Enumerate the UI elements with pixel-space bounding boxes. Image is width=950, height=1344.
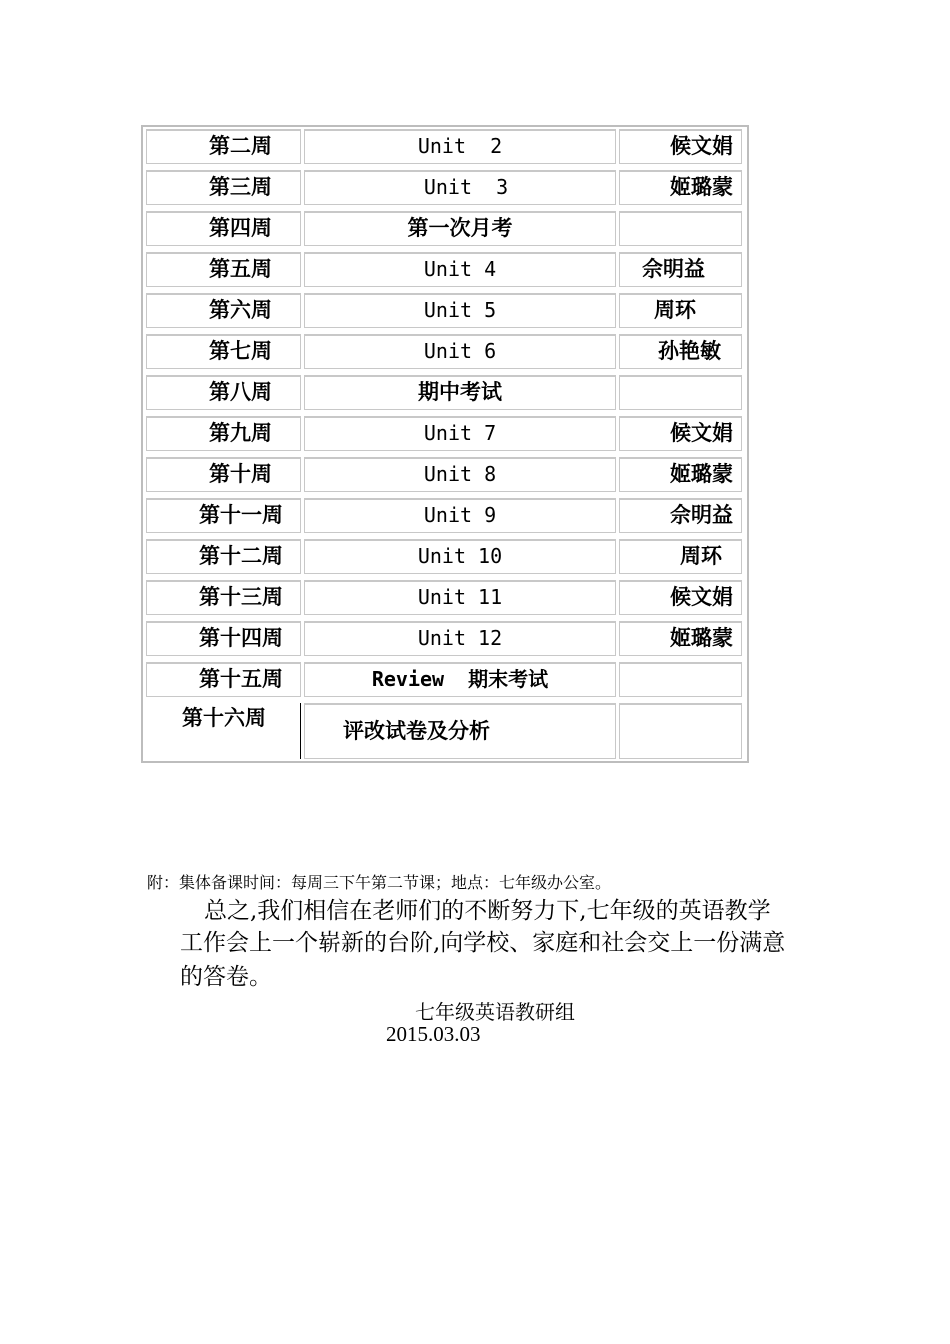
teacher-cell: 佘明益	[670, 502, 733, 527]
signature-date: 2015.03.03	[386, 1022, 481, 1046]
content-cell: Unit 9	[304, 498, 616, 533]
table-row	[143, 170, 747, 207]
week-cell: 第十周	[209, 461, 272, 486]
week-cell: 第四周	[209, 215, 272, 240]
table-row	[143, 293, 747, 330]
paragraph-line: 工作会上一个崭新的台阶,向学校、家庭和社会交上一份满意	[180, 930, 786, 956]
content-cell: Unit 11	[304, 580, 616, 615]
table-row	[143, 334, 747, 371]
content-cell: 期中考试	[304, 375, 616, 410]
table-row	[143, 703, 747, 761]
table-row	[143, 498, 747, 535]
week-cell: 第十五周	[199, 666, 283, 691]
content-cell: Unit 5	[304, 293, 616, 328]
table-row	[143, 621, 747, 658]
paragraph-line: 总之,我们相信在老师们的不断努力下,七年级的英语教学	[204, 898, 771, 924]
table-row	[143, 211, 747, 248]
content-cell: Unit 12	[304, 621, 616, 656]
week-cell: 第六周	[209, 297, 272, 322]
week-cell: 第十六周	[182, 705, 266, 730]
signature-group: 七年级英语教研组	[415, 1000, 575, 1024]
content-cell: 第一次月考	[304, 211, 616, 246]
table-row	[143, 129, 747, 166]
teacher-cell: 周环	[680, 543, 722, 568]
schedule-table	[141, 125, 749, 763]
teacher-cell: 姬璐蒙	[670, 174, 733, 199]
closing-paragraph	[180, 895, 810, 993]
teacher-cell: 周环	[654, 297, 696, 322]
content-cell: Review 期末考试	[304, 662, 616, 697]
table-row	[143, 457, 747, 494]
paragraph-line: 的答卷。	[180, 964, 272, 990]
week-cell: 第八周	[209, 379, 272, 404]
week-cell: 第三周	[209, 174, 272, 199]
content-cell: Unit 4	[304, 252, 616, 287]
week-cell: 第七周	[209, 338, 272, 363]
teacher-cell: 姬璐蒙	[670, 625, 733, 650]
teacher-cell: 姬璐蒙	[670, 461, 733, 486]
content-cell: Unit 2	[304, 129, 616, 164]
table-row	[143, 252, 747, 289]
teacher-cell: 候文娟	[670, 133, 733, 158]
week-cell: 第十二周	[199, 543, 283, 568]
table-row	[143, 662, 747, 699]
content-cell: Unit 7	[304, 416, 616, 451]
content-cell: Unit 3	[304, 170, 616, 205]
teacher-cell: 候文娟	[670, 584, 733, 609]
content-cell: Unit 10	[304, 539, 616, 574]
week-cell: 第十三周	[199, 584, 283, 609]
week-cell: 第九周	[209, 420, 272, 445]
week-cell: 第十四周	[199, 625, 283, 650]
content-cell: Unit 8	[304, 457, 616, 492]
week-cell: 第十一周	[199, 502, 283, 527]
table-row	[143, 539, 747, 576]
content-cell: 评改试卷及分析	[304, 703, 616, 759]
table-row	[143, 580, 747, 617]
meeting-note: 附：集体备课时间：每周三下午第二节课；地点：七年级办公室。	[147, 873, 612, 892]
teacher-cell: 候文娟	[670, 420, 733, 445]
table-row	[143, 375, 747, 412]
table-row	[143, 416, 747, 453]
content-cell: Unit 6	[304, 334, 616, 369]
week-cell: 第五周	[209, 256, 272, 281]
week-cell: 第二周	[209, 133, 272, 158]
teacher-cell: 孙艳敏	[658, 338, 721, 363]
teacher-cell: 佘明益	[642, 256, 705, 281]
